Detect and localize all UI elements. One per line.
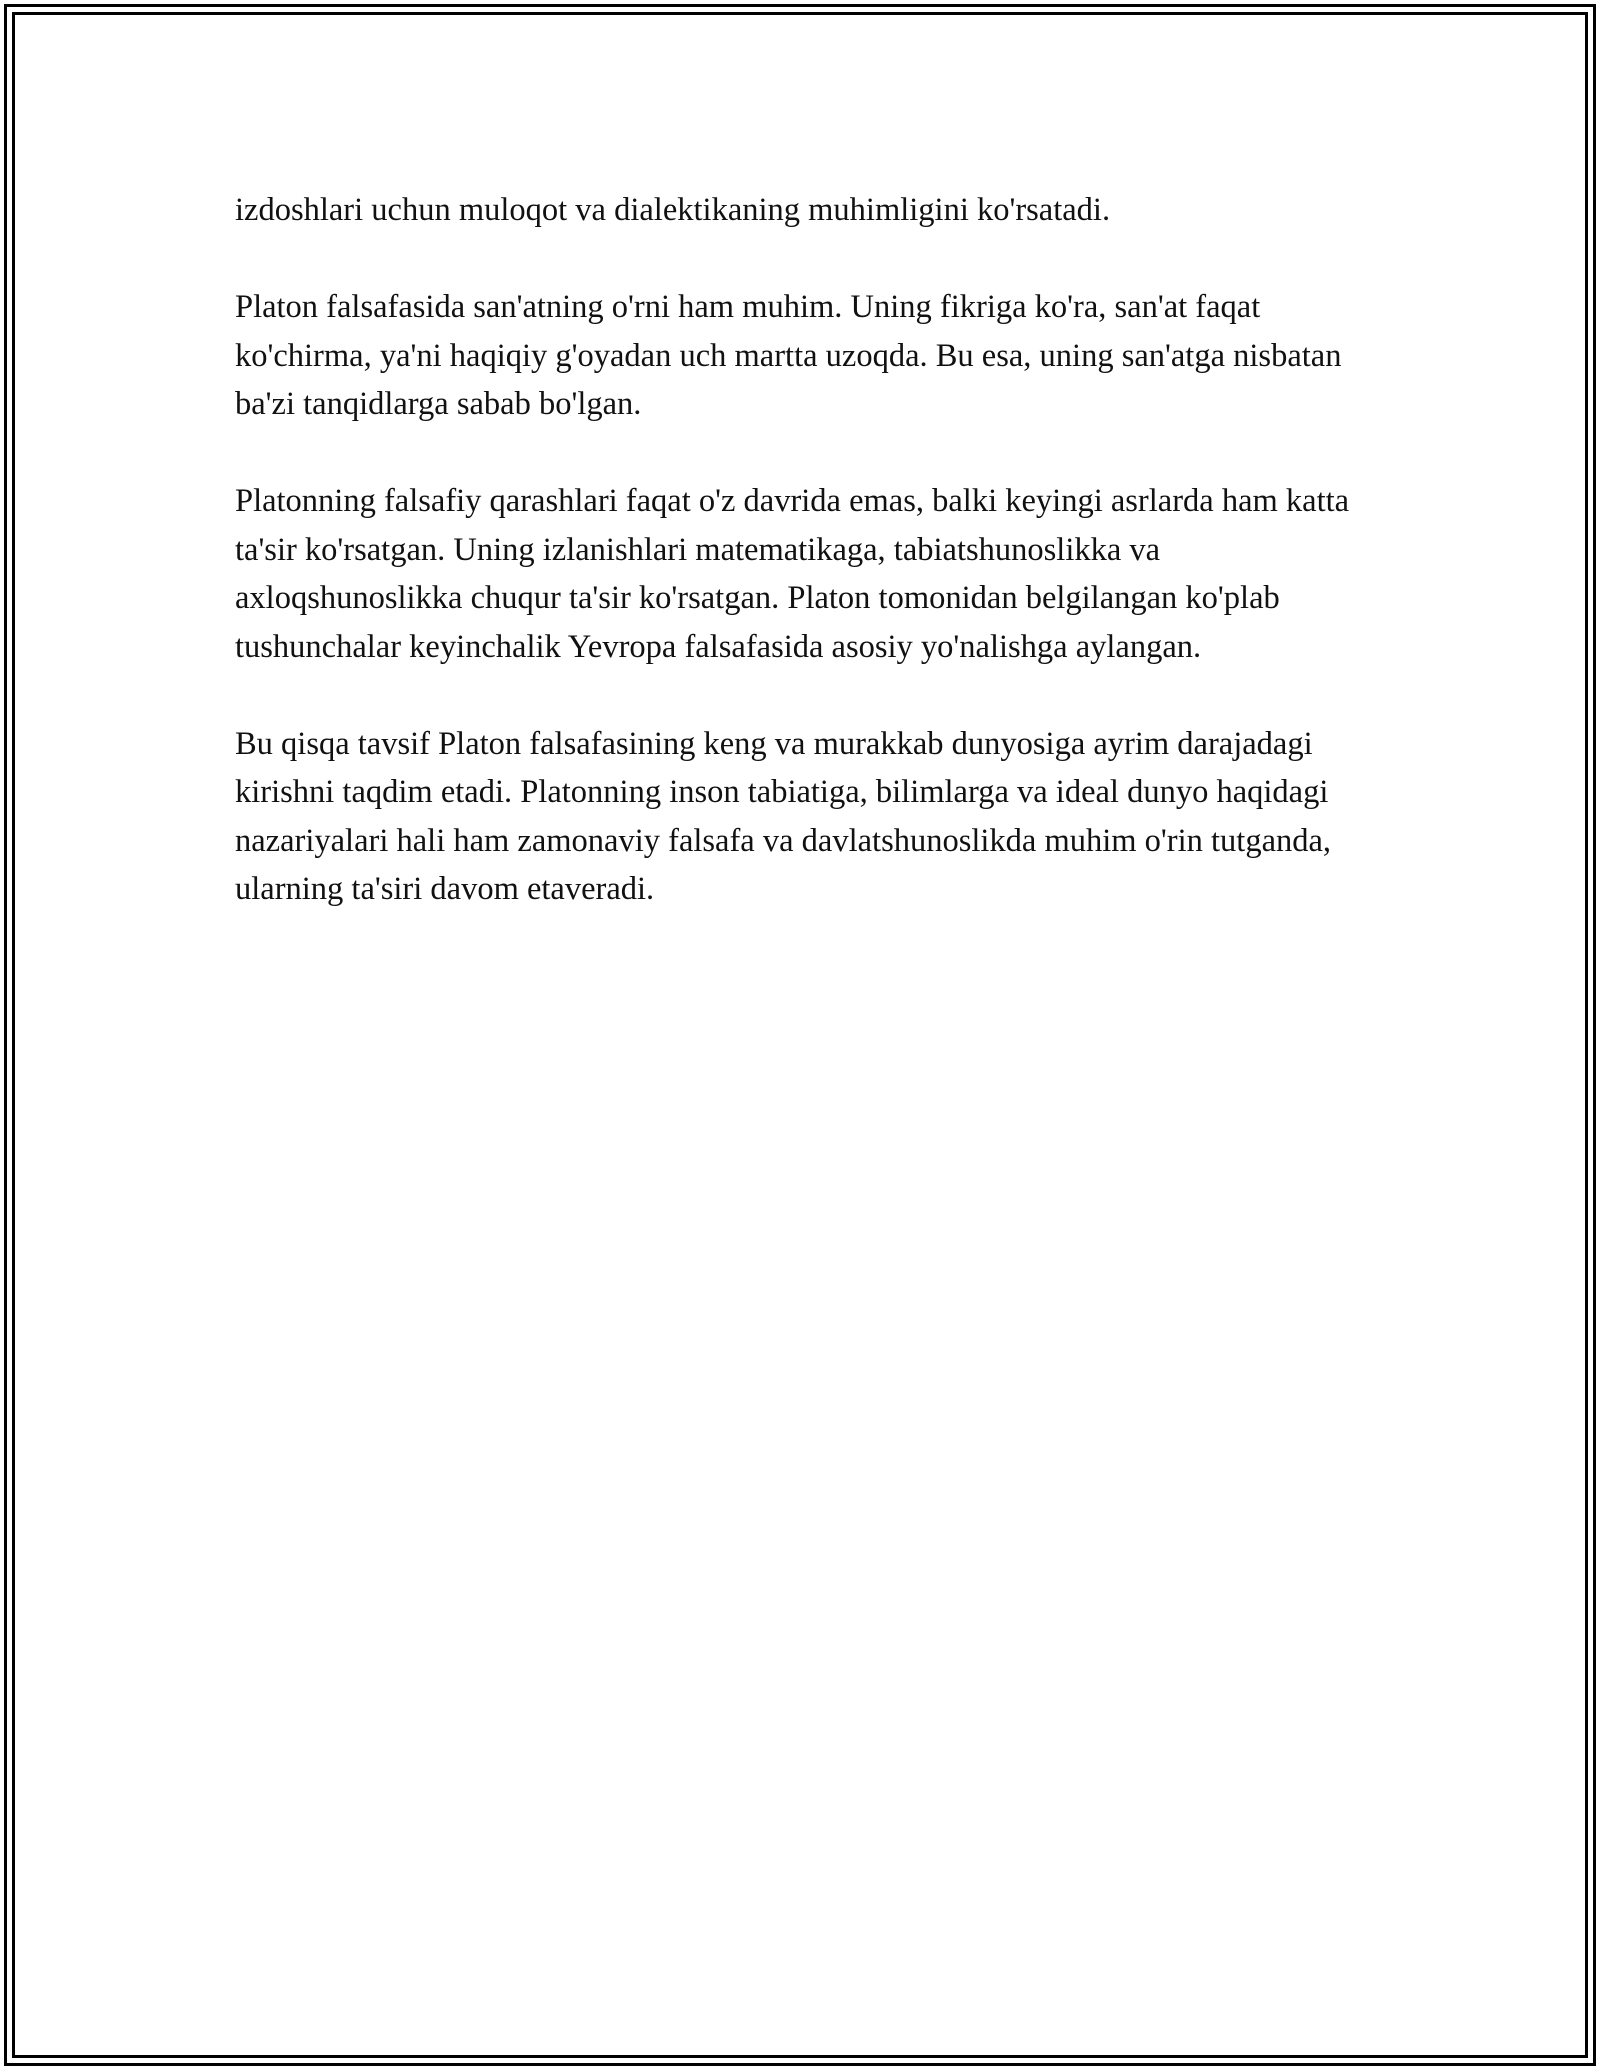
paragraph-3: Platonning falsafiy qarashlari faqat o'z davrida emas, balki keyingi asrlarda ham katta ta'sir ko'rsatgan. Uning izlanishlari matematikaga, tabiatshunoslikka va axloqshunoslikka chuqur ta'sir ko'rsatgan. Platon tomonidan belgilangan ko'plab tushunchalar keyinchalik Yevropa falsafasida asosiy yo'nalishga aylangan.	[235, 483, 1350, 665]
paragraph-4: Bu qisqa tavsif Platon falsafasining keng va murakkab dunyosiga ayrim darajadagi kirishni taqdim etadi. Platonning inson tabiatiga, bilimlarga va ideal dunyo haqidagi nazariyalari hali ham zamonaviy falsafa va davlatshunoslikda muhim o'rin tutganda, ularning ta'siri davom etaveradi.	[235, 725, 1332, 907]
paragraph-1: izdoshlari uchun muloqot va dialektikaning muhimligini ko'rsatadi.	[235, 192, 1111, 228]
document-body	[235, 186, 1375, 914]
paragraph-2: Platon falsafasida san'atning o'rni ham muhim. Uning fikriga ko'ra, san'at faqat ko'chirma, ya'ni haqiqiy g'oyadan uch martta uzoqda. Bu esa, uning san'atga nisbatan ba'zi tanqidlarga sabab bo'lgan.	[235, 289, 1342, 422]
